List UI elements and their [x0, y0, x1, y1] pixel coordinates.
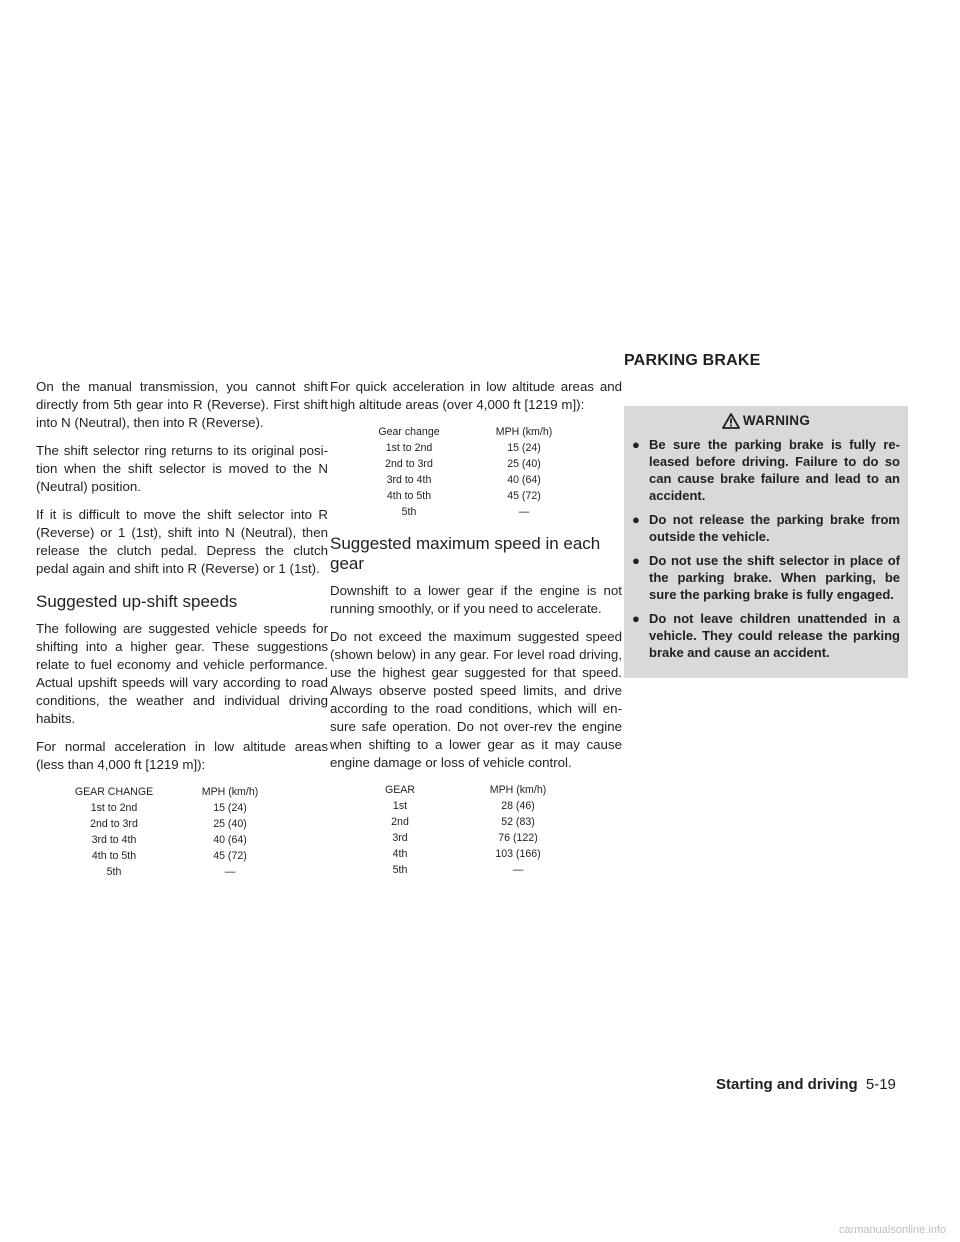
table-cell: 4th to 5th — [91, 850, 137, 862]
paragraph-downshift: Downshift to a lower gear if the engine is not running smoothly, or if you need to accelerate. — [330, 583, 622, 616]
warning-item-text: Be sure the parking brake is fully re-leased before driving. Failure to do so can cause brake failure and lead to an accident. — [649, 437, 900, 503]
warning-title: WARNING — [742, 413, 811, 428]
table-cell: 5th — [106, 866, 122, 878]
table-row — [364, 488, 594, 504]
table-row — [370, 830, 606, 846]
normal-acceleration-table — [64, 784, 296, 880]
warning-box — [624, 406, 908, 678]
maximum-speed-table — [370, 782, 606, 878]
table-header: MPH (km/h) — [495, 426, 553, 438]
table-cell: 45 (72) — [507, 490, 541, 502]
table-cell: 1st — [392, 800, 408, 812]
table-cell: 76 (122) — [498, 832, 538, 844]
table-cell: 40 (64) — [507, 474, 541, 486]
table-row — [64, 832, 296, 848]
table-row — [370, 798, 606, 814]
table-row — [64, 816, 296, 832]
table-row — [64, 864, 296, 880]
table-header: MPH (km/h) — [201, 786, 259, 798]
table-cell: 5th — [392, 864, 408, 876]
table-cell: 3rd to 4th — [91, 834, 137, 846]
table-row — [364, 504, 594, 520]
table-cell: 1st to 2nd — [385, 442, 433, 454]
table-cell: — — [512, 864, 524, 876]
bullet: ● — [632, 553, 640, 568]
table-cell: 40 (64) — [213, 834, 247, 846]
table-cell: 25 (40) — [213, 818, 247, 830]
table-cell: 3rd to 4th — [386, 474, 432, 486]
paragraph-normal-acceleration: For normal acceleration in low altitude areas (less than 4,000 ft [1219 m]): — [36, 739, 328, 772]
table-header: Gear change — [378, 426, 440, 438]
heading-maximum-speed: Suggested maximum speed in each gear — [330, 534, 601, 573]
warning-triangle-icon — [722, 413, 740, 429]
bullet: ● — [632, 512, 640, 527]
table-header: MPH (km/h) — [489, 784, 547, 796]
table-header: GEAR — [384, 784, 416, 796]
paragraph-reverse-shift: On the manual transmission, you cannot shift directly from 5th gear into R (Reverse). First shift into N (Neutral), then into R (Reverse). — [36, 379, 328, 430]
table-header-row — [370, 782, 606, 798]
footer-chapter: Starting and driving — [716, 1076, 858, 1093]
warning-item — [632, 610, 900, 661]
left-column — [36, 378, 328, 892]
table-row — [64, 848, 296, 864]
table-cell: 45 (72) — [213, 850, 247, 862]
warning-list — [624, 436, 908, 661]
table-cell: 28 (46) — [501, 800, 535, 812]
paragraph-difficult-shift: If it is difficult to move the shift selector into R (Reverse) or 1 (1st), shift into N (Neutral), then release the clutch pedal. Depress the clutch pedal again and shift into R (Reverse) or 1 (1st). — [36, 507, 328, 576]
table-cell: 5th — [401, 506, 417, 518]
table-row — [370, 862, 606, 878]
table-cell: 2nd — [391, 816, 409, 828]
warning-item-text: Do not release the parking brake from outside the vehicle. — [649, 512, 900, 544]
warning-item-text: Do not leave children unattended in a vehicle. They could release the parking brake and cause an accident. — [649, 611, 900, 660]
table-row — [370, 814, 606, 830]
footer-page-number: 5-19 — [865, 1076, 896, 1093]
table-cell: 15 (24) — [213, 802, 247, 814]
paragraph-selector-ring: The shift selector ring returns to its original posi-tion when the shift selector is moved to the N (Neutral) position. — [36, 443, 328, 494]
table-cell: 25 (40) — [507, 458, 541, 470]
table-row — [370, 846, 606, 862]
paragraph-upshift-intro: The following are suggested vehicle speeds for shifting into a higher gear. These suggestions relate to fuel economy and vehicle performance. Actual upshift speeds will vary according to road conditions, the weather and individual driving habits. — [36, 621, 328, 726]
page-footer — [716, 1076, 896, 1093]
table-row — [364, 456, 594, 472]
table-row — [64, 800, 296, 816]
table-cell: 3rd — [392, 832, 408, 844]
heading-upshift-speeds: Suggested up-shift speeds — [36, 592, 238, 611]
bullet: ● — [632, 611, 640, 626]
watermark: carmanualsonline.info — [838, 1224, 946, 1236]
table-cell: 1st to 2nd — [90, 802, 138, 814]
table-cell: 4th — [392, 848, 408, 860]
table-row — [364, 440, 594, 456]
table-cell: 52 (83) — [501, 816, 535, 828]
table-cell: 15 (24) — [507, 442, 541, 454]
paragraph-max-speed-advice: Do not exceed the maximum suggested speed (shown below) in any gear. For level road driving, use the highest gear suggested for that speed. Always observe posted speed limits, and drive according to the road conditions, which will en-sure safe operation. Do not over-rev the engine when shifting to a lower gear as it may cause engine damage or loss of vehicle control. — [330, 629, 622, 770]
table-header: GEAR CHANGE — [74, 786, 154, 798]
warning-item-text: Do not use the shift selector in place of the parking brake. When parking, be sure the parking brake is fully engaged. — [649, 553, 900, 602]
table-cell: — — [224, 866, 236, 878]
quick-acceleration-table — [364, 424, 594, 520]
table-row — [364, 472, 594, 488]
right-column — [624, 368, 908, 678]
warning-item — [632, 511, 900, 545]
paragraph-quick-acceleration: For quick acceleration in low altitude areas and high altitude areas (over 4,000 ft [1219 m]): — [330, 379, 622, 412]
middle-column — [330, 378, 622, 890]
table-header-row — [64, 784, 296, 800]
warning-item — [632, 436, 900, 504]
table-cell: 4th to 5th — [386, 490, 432, 502]
table-cell: — — [518, 506, 530, 518]
table-cell: 2nd to 3rd — [385, 458, 433, 470]
table-header-row — [364, 424, 594, 440]
warning-item — [632, 552, 900, 603]
warning-header — [624, 406, 908, 436]
section-title-parking-brake: PARKING BRAKE — [624, 352, 761, 369]
bullet: ● — [632, 437, 640, 452]
table-cell: 2nd to 3rd — [90, 818, 138, 830]
table-cell: 103 (166) — [495, 848, 541, 860]
